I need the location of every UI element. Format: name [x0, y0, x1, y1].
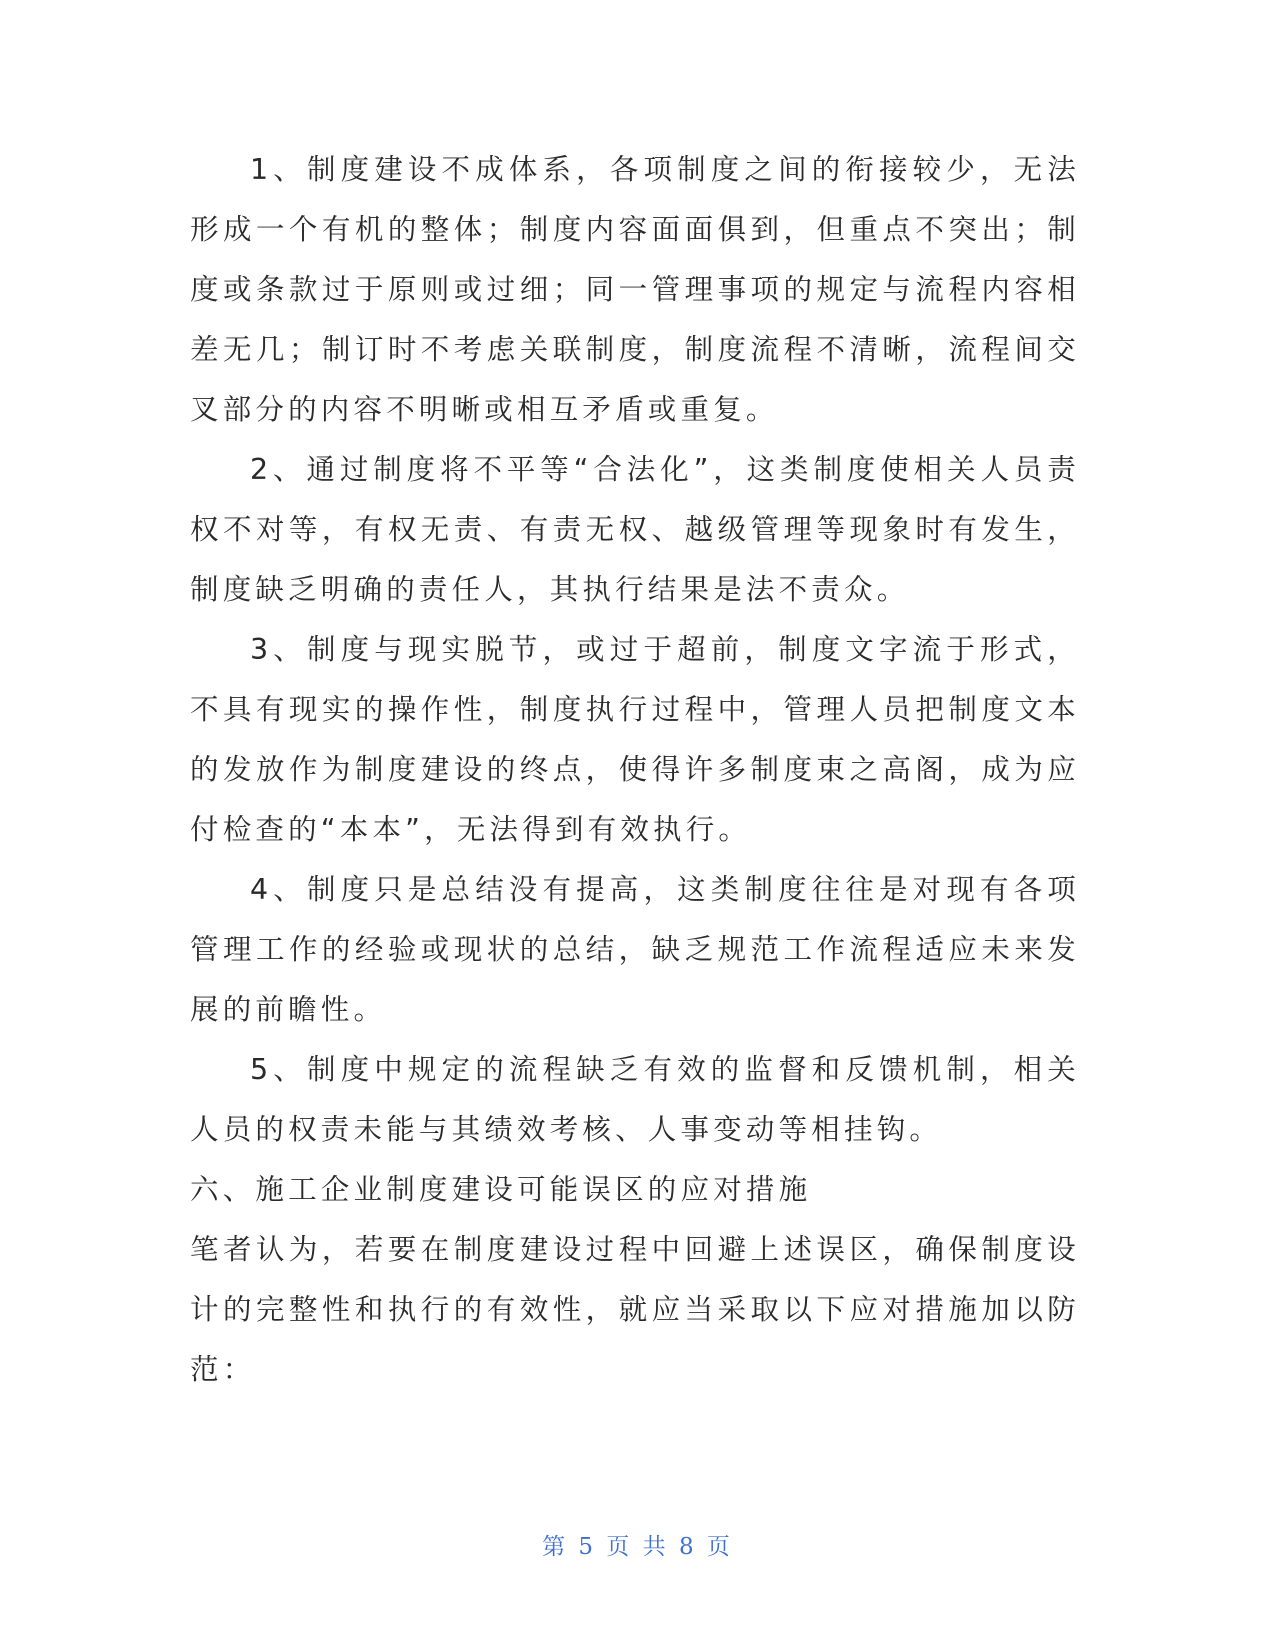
- paragraph-1: 1、制度建设不成体系，各项制度之间的衔接较少，无法形成一个有机的整体；制度内容面面俱到，但重点不突出；制度或条款过于原则或过细；同一管理事项的规定与流程内容相差无几；制订时不考虑关联制度，制度流程不清晰，流程间交叉部分的内容不明晰或相互矛盾或重复。: [190, 153, 1080, 426]
- paragraph-3: 3、制度与现实脱节，或过于超前，制度文字流于形式，不具有现实的操作性，制度执行过程中，管理人员把制度文本的发放作为制度建设的终点，使得许多制度束之高阁，成为应付检查的“本本”，无法得到有效执行。: [190, 633, 1080, 846]
- page-number-footer: 第 5 页 共 8 页: [542, 1534, 733, 1560]
- closing-paragraph: 笔者认为，若要在制度建设过程中回避上述误区，确保制度设计的完整性和执行的有效性，就应当采取以下应对措施加以防范：: [190, 1233, 1080, 1386]
- paragraph-5: 5、制度中规定的流程缺乏有效的监督和反馈机制，相关人员的权责未能与其绩效考核、人事变动等相挂钩。: [190, 1053, 1080, 1146]
- paragraph-4: 4、制度只是总结没有提高，这类制度往往是对现有各项管理工作的经验或现状的总结，缺乏规范工作流程适应未来发展的前瞻性。: [190, 873, 1080, 1026]
- document-body: [190, 140, 1080, 1400]
- paragraph-2: 2、通过制度将不平等“合法化”，这类制度使相关人员责权不对等，有权无责、有责无权、越级管理等现象时有发生，制度缺乏明确的责任人，其执行结果是法不责众。: [190, 453, 1080, 606]
- section-heading: 六、施工企业制度建设可能误区的应对措施: [190, 1173, 812, 1206]
